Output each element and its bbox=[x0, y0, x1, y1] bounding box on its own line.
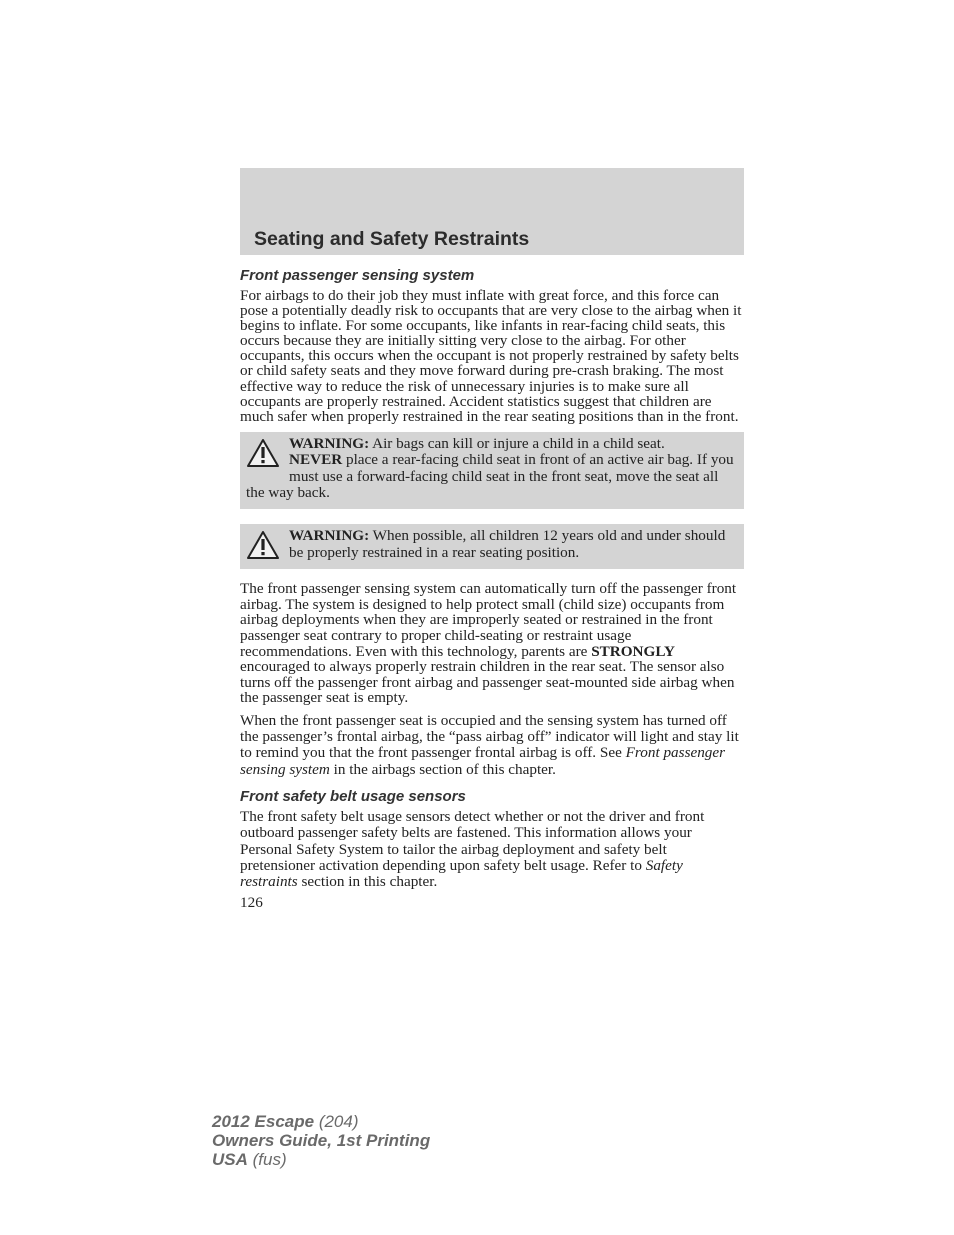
footer-model: 2012 Escape bbox=[212, 1112, 315, 1131]
warning-text-2: place a rear-facing child seat in front of an active air bag. If you must use a forward-facing child seat in the front seat, move the seat all the way back. bbox=[246, 451, 734, 502]
paragraph-text: in the airbags section of this chapter. bbox=[329, 760, 556, 778]
warning-box-children-12 bbox=[240, 524, 744, 569]
paragraph-belt-sensors bbox=[240, 809, 744, 891]
paragraph-text: encouraged to always properly restrain children in the rear seat. The sensor also turns off the passenger front airbag and passenger seat-mounted side airbag when the passenger seat is empty. bbox=[240, 658, 735, 707]
warning-box-child-seat bbox=[240, 432, 744, 510]
paragraph-indicator bbox=[240, 713, 744, 778]
paragraph-intro: For airbags to do their job they must inflate with great force, and this force can pose a potentially deadly risk to occupants that are very close to the airbag when it begins to inflate. For some occupants, like infants in rear-facing child seats, this occurs because they are initially sitting very close to the airbag. For other occupants, this occurs when the occupant is not properly restrained by safety belts or child safety seats and they move forward during pre-crash braking. The most effective way to reduce the risk of unnecessary injuries is to make sure all occupants are properly restrained. Accident statistics suggest that children are much safer when properly restrained in the rear seating positions than in the front. bbox=[240, 287, 742, 425]
section-title: Seating and Safety Restraints bbox=[254, 228, 530, 250]
warning-text bbox=[246, 436, 736, 502]
warning-triangle-icon bbox=[246, 530, 280, 562]
cross-reference-front-passenger: Front passenger sensing system bbox=[240, 744, 726, 778]
warning-label: WARNING: bbox=[289, 527, 370, 545]
footer-model-code: (204) bbox=[314, 1112, 359, 1131]
footer-publication-info bbox=[212, 1112, 430, 1169]
footer-market-code: (fus) bbox=[247, 1150, 287, 1169]
never-emphasis: NEVER bbox=[289, 451, 343, 469]
cross-reference-safety-restraints: Safety restraints bbox=[240, 857, 683, 891]
warning-text-1: Air bags can kill or injure a child in a child seat. bbox=[369, 434, 665, 452]
page-content bbox=[240, 267, 744, 912]
strongly-emphasis: STRONGLY bbox=[591, 642, 676, 660]
paragraph-text: section in this chapter. bbox=[297, 873, 438, 891]
warning-label: WARNING: bbox=[289, 434, 370, 452]
paragraph-text: The front safety belt usage sensors detect whether or not the driver and front outboard passenger safety belts are fastened. This information allows your Personal Safety System to tailor the airbag deployment and safety belt pretensioner activation depending upon safety belt usage. Refer to bbox=[240, 807, 705, 875]
paragraph-text: The front passenger sensing system can automatically turn off the passenger front airbag. The system is designed to help protect small (child size) occupants from airbag deployments when they are improperly seated or restrained in the front passenger seat contrary to proper child-seating or restraint usage recommendations. Even with this technology, parents are bbox=[240, 580, 737, 660]
warning-triangle-icon bbox=[246, 438, 280, 470]
paragraph-text: When the front passenger seat is occupied and the sensing system has turned off the passenger’s frontal airbag, the “pass airbag off” indicator will light and stay lit to remind you that the front passenger frontal airbag is off. See bbox=[240, 712, 739, 762]
paragraph-sensing-system bbox=[240, 581, 744, 706]
subheading-belt-usage-sensors: Front safety belt usage sensors bbox=[240, 787, 466, 805]
section-header-band bbox=[240, 168, 744, 255]
footer-market: USA bbox=[212, 1150, 248, 1169]
warning-text-children: When possible, all children 12 years old and under should be properly restrained in a rear seating position. bbox=[289, 527, 726, 561]
subheading-front-passenger-sensing: Front passenger sensing system bbox=[240, 267, 475, 284]
page-number: 126 bbox=[240, 893, 263, 911]
footer-guide-edition: Owners Guide, 1st Printing bbox=[212, 1131, 431, 1150]
warning-text bbox=[289, 528, 736, 561]
